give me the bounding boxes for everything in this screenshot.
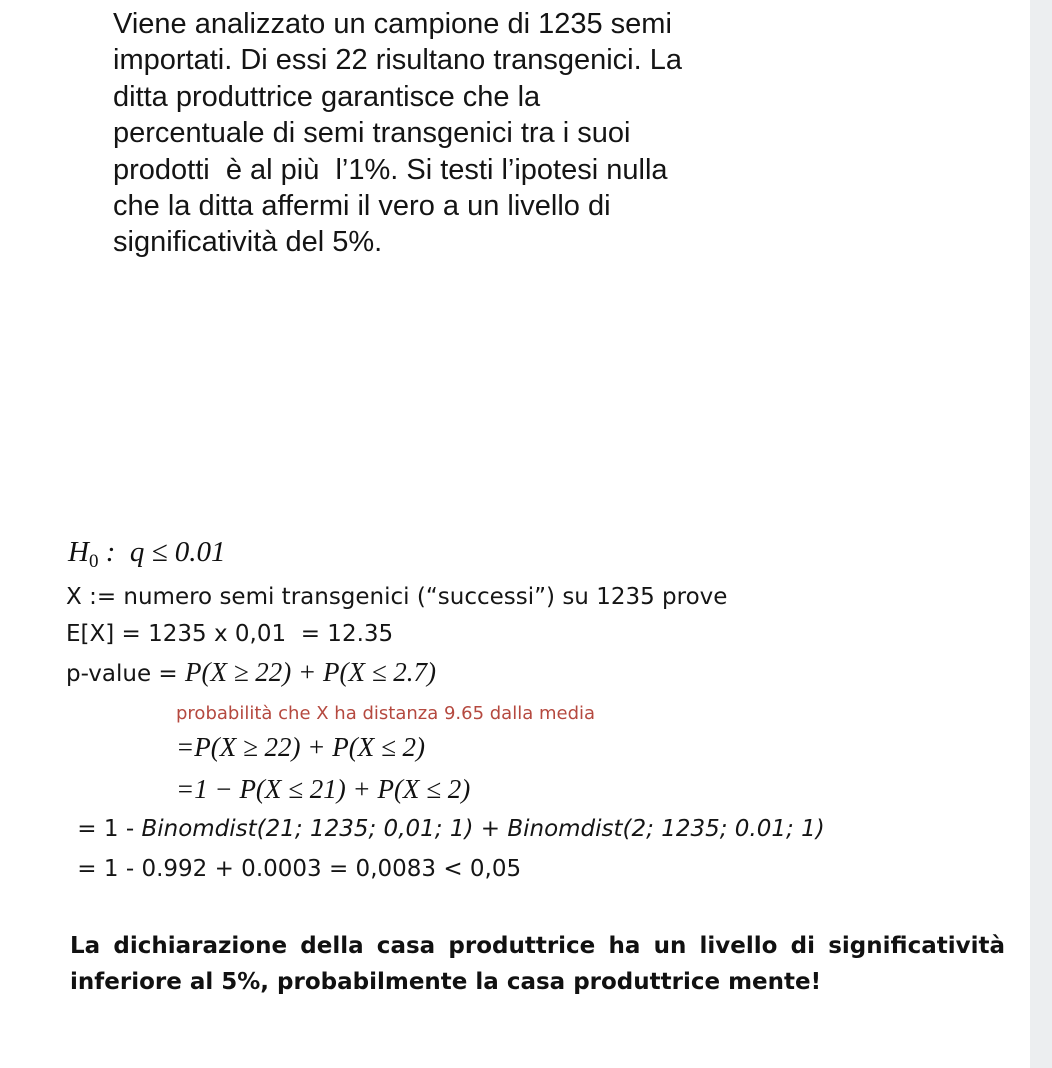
problem-line: Viene analizzato un campione di 1235 semi xyxy=(113,8,672,40)
distance-note: probabilità che X ha distanza 9.65 dalla media xyxy=(176,703,596,724)
h0-condition: : q ≤ 0.01 xyxy=(98,536,226,568)
h0-symbol: H xyxy=(68,536,89,568)
pvalue-expression: P(X ≥ 22) + P(X ≤ 2.7) xyxy=(185,657,437,687)
null-hypothesis xyxy=(68,536,226,573)
x-definition: X := numero semi transgenici (“successi”) su 1235 prove xyxy=(66,584,728,610)
h0-subscript: 0 xyxy=(88,551,99,572)
problem-line: che la ditta affermi il vero a un livello di xyxy=(113,190,611,223)
pvalue-label: p-value = xyxy=(66,661,185,687)
numeric-result: = 1 - 0.992 + 0.0003 = 0,0083 < 0,05 xyxy=(70,856,522,882)
binomdist-expression: Binomdist(21; 1235; 0,01; 1) + Binomdist(2; 1235; 0.01; 1) xyxy=(141,816,825,842)
expectation-line: E[X] = 1235 x 0,01 = 12.35 xyxy=(66,621,394,647)
conclusion-line-2: inferiore al 5%, probabilmente la casa produttrice mente! xyxy=(70,969,822,995)
step-one xyxy=(176,732,425,763)
problem-statement xyxy=(113,6,813,261)
step-two xyxy=(176,774,470,805)
step-two-expression: =1 − P(X ≤ 21) + P(X ≤ 2) xyxy=(176,774,471,804)
side-strip xyxy=(1030,0,1052,1068)
pvalue-line xyxy=(66,657,436,688)
problem-line: ditta produttrice garantisce che la xyxy=(113,80,541,113)
problem-line: prodotti è al più l’1%. Si testi l’ipotesi nulla xyxy=(113,153,668,186)
step-one-expression: =P(X ≥ 22) + P(X ≤ 2) xyxy=(176,732,426,762)
problem-line: percentuale di semi transgenici tra i suoi xyxy=(113,117,631,150)
binomdist-line xyxy=(70,816,825,842)
conclusion xyxy=(70,928,1005,1000)
binomdist-prefix: = 1 - xyxy=(70,816,142,842)
conclusion-line-1: La dichiarazione della casa produttrice ha un livello di significatività xyxy=(70,933,1005,959)
problem-line: significatività del 5%. xyxy=(113,226,383,259)
problem-line: importati. Di essi 22 risultano transgenici. La xyxy=(113,44,682,77)
